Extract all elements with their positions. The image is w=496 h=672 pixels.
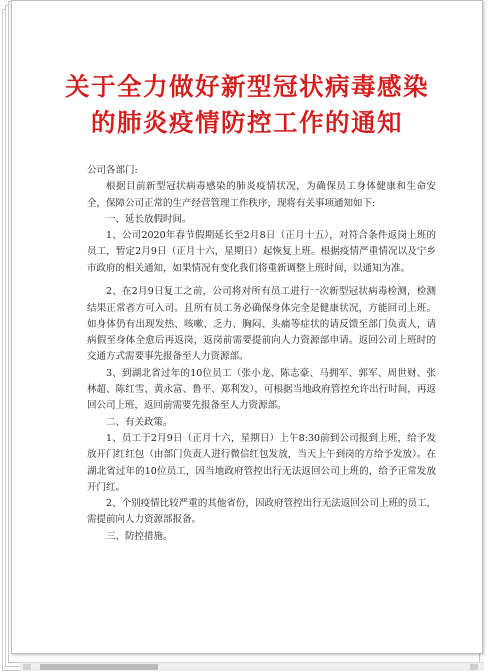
- section-heading-3: 三、防控措施。: [106, 530, 173, 542]
- document-title-line-2: 的肺炎疫情防控工作的通知: [91, 108, 403, 137]
- document-body: [87, 163, 436, 545]
- paragraph-1-2: 2、在2月9日复工之前，公司将对所有员工进行一次新型冠状病毒检测，检测结果正常者方可入司。且所有员工务必确保身体完全是健康状况，方能回司上班。如身体仍有出现发热、咳嗽、乏力、胸闷、头痛等症状的请反馈至部门负责人，请病假至身体全愈后再返岗，返岗前需要提前向人力资源部申请。返回公司上班时的交通方式需要事先报备至人力资源部。: [87, 286, 436, 363]
- horizontal-scrollbar[interactable]: [20, 662, 484, 671]
- scroll-left-button[interactable]: [23, 664, 31, 670]
- scrollbar-thumb[interactable]: [40, 664, 158, 670]
- section-heading-2: 二、有关政策。: [106, 416, 173, 428]
- paragraph-2-1: 1、员工于2月9日（正月十六，星期日）上午8:30前到公司报到上班，给予发放开门红红包（由部门负责人进行微信红包发放，当天上午到岗的方给予发放）。在湖北省过年的10位员工，因当地政府管控出行无法返回公司上班的，给予正常发放开门红。: [87, 432, 436, 493]
- paragraph-1-1: 1、公司2020年春节假期延长至2月8日（正月十五），对符合条件返岗上班的员工，暂定2月9日（正月十六，星期日）起恢复上班。根据疫情严重情况以及宁乡市政府的相关通知，如果情况有变化我们将重新调整上班时间，以通知为准。: [87, 230, 436, 274]
- intro-paragraph: 根据目前新型冠状病毒感染的肺炎疫情状况，为确保员工身体健康和生命安全，保障公司正常的生产经营管理工作秩序，现将有关事项通知如下:: [87, 181, 436, 209]
- document-title-line-1: 关于全力做好新型冠状病毒感染: [65, 72, 429, 101]
- scroll-right-button[interactable]: [470, 664, 478, 670]
- salutation: 公司各部门:: [87, 165, 138, 176]
- paragraph-2-2: 2、个别疫情比较严重的其他省份，因政府管控出行无法返回公司上班的员工，需提前向人力资源部报备。: [87, 498, 436, 526]
- paragraph-1-3: 3、到湖北省过年的10位员工（张小龙、陈志豪、马拥军、郭军、周世财、张林超、陈红雪、黄永富、鲁平、郑利发），可根据当地政府管控允许出行时间，再返回公司上班，返回前需要先报备至人力资源部。: [87, 367, 436, 412]
- document-page: [11, 0, 483, 654]
- section-heading-1: 一、延长放假时间。: [106, 213, 192, 225]
